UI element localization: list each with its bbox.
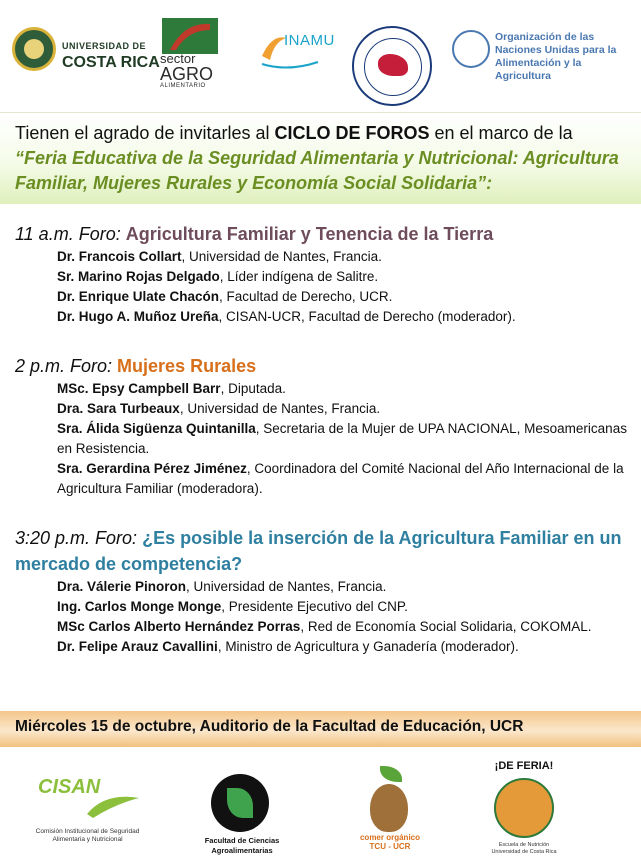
panelist-name: Dra. Válerie Pinoron — [57, 579, 187, 594]
panelist-role: , Presidente Ejecutivo del CNP. — [221, 599, 408, 614]
cisan-leaf-icon — [85, 790, 141, 820]
forum-1-title: Agricultura Familiar y Tenencia de la Tierra — [125, 224, 494, 244]
agro-line1: sector — [160, 51, 196, 66]
panelist-role: , Líder indígena de Salitre. — [219, 269, 379, 284]
panelist-name: Dr. Hugo A. Muñoz Ureña — [57, 309, 219, 324]
forum-2-heading — [15, 353, 630, 379]
forum-3-heading — [15, 525, 630, 577]
panelist-role: , Secretaria de la Mujer de UPA NACIONAL, Mesoamericanas en Resistencia. — [57, 421, 627, 456]
ucr-logo-text — [62, 37, 160, 71]
panelist-role: , Universidad de Nantes, Francia. — [181, 249, 382, 264]
forum-1-heading — [15, 221, 630, 247]
fca-logo — [205, 774, 285, 864]
panelist-name: Sra. Álida Sigüenza Quintanilla — [57, 421, 256, 436]
panelist — [57, 379, 630, 399]
panelist — [57, 459, 630, 499]
comer-leaf-icon — [380, 766, 402, 782]
cisan-logo — [30, 766, 145, 856]
de-feria-caption: Escuela de Nutrición Universidad de Costa Rica — [491, 842, 557, 856]
ucr-seal-logo — [12, 27, 56, 71]
panelist — [57, 267, 630, 287]
agro-line3: ALIMENTARIO — [160, 83, 206, 89]
forum-2-panelists — [57, 379, 630, 499]
bottom-logo-strip — [0, 756, 641, 866]
comer-organico-logo — [359, 764, 420, 864]
forum-3 — [15, 525, 630, 657]
comer-caption: comer orgánico TCU - UCR — [359, 833, 420, 851]
panelist-role: , Universidad de Nantes, Francia. — [186, 579, 387, 594]
forum-1 — [15, 221, 630, 327]
de-feria-logo — [488, 760, 560, 864]
panelist — [57, 399, 630, 419]
venue-band — [0, 711, 641, 747]
panelist — [57, 247, 630, 267]
panelist-name: Ing. Carlos Monge Monge — [57, 599, 222, 614]
intro-tail: en el marco de la — [429, 123, 573, 143]
intro-text — [15, 121, 626, 146]
panelist-name: MSc. Epsy Campbell Barr — [57, 381, 221, 396]
panelist-role: , Red de Economía Social Solidaria, COKOMAL. — [300, 619, 592, 634]
panelist — [57, 597, 630, 617]
panelist-role: , Ministro de Agricultura y Ganadería (moderador). — [217, 639, 519, 654]
forum-1-panelists — [57, 247, 630, 327]
forum-2-time: 2 p.m. Foro: — [15, 356, 113, 376]
panelist-role: , Facultad de Derecho, UCR. — [219, 289, 393, 304]
fao-logo-mark — [452, 30, 490, 68]
panelist — [57, 617, 630, 637]
panelist-name: Dr. Felipe Arauz Cavallini — [57, 639, 218, 654]
fca-leaf-icon — [211, 774, 269, 832]
sector-agro-logo-mark — [160, 16, 220, 56]
panelist — [57, 307, 630, 327]
forum-3-time: 3:20 p.m. Foro: — [15, 528, 138, 548]
panelist — [57, 637, 630, 657]
cisan-wordmark: CISAN — [38, 776, 101, 798]
fca-caption: Facultad de Ciencias Agroalimentarias — [204, 836, 280, 855]
forum-3-title: ¿Es posible la inserción de la Agricultura Familiar en un mercado de competencia? — [15, 528, 622, 574]
panelist — [57, 419, 630, 459]
ucr-line1: UNIVERSIDAD DE — [62, 41, 147, 51]
intro-cycle: CICLO DE FOROS — [274, 123, 430, 143]
de-feria-title: ¡DE FERIA! — [494, 760, 554, 772]
feria-title: “Feria Educativa de la Seguridad Alimentaria y Nutricional: Agricultura Familiar, Mujeres Rurales y Economía Social Solidaria”: — [15, 148, 619, 193]
panelist-role: , Diputada. — [220, 381, 286, 396]
sector-agro-logo-text — [160, 52, 213, 89]
venue-text: Miércoles 15 de octubre, Auditorio de la Facultad de Educación, UCR — [15, 718, 524, 735]
panelist-name: Sra. Gerardina Pérez Jiménez — [57, 461, 247, 476]
ucr-line2: COSTA RICA — [62, 54, 160, 71]
intro-band — [0, 112, 641, 204]
panelist-role: , CISAN-UCR, Facultad de Derecho (moderador). — [218, 309, 516, 324]
agro-line2: AGRO — [160, 64, 214, 84]
panelist-name: Dr. Francois Collart — [57, 249, 182, 264]
cisan-caption: Comisión Institucional de Seguridad Alimentaria y Nutricional — [35, 828, 140, 844]
panelist-name: MSc Carlos Alberto Hernández Porras — [57, 619, 301, 634]
panelist-role: , Universidad de Nantes, Francia. — [179, 401, 381, 416]
fao-logo-text: Organización de las Naciones Unidas para la Alimentación y la Agricultura — [495, 31, 617, 83]
forum-1-time: 11 a.m. Foro: — [15, 224, 121, 244]
panelist — [57, 577, 630, 597]
intro-lead: Tienen el agrado de invitarles al — [15, 123, 275, 143]
forum-2 — [15, 353, 630, 499]
top-logo-strip — [0, 0, 641, 112]
forum-2-title: Mujeres Rurales — [117, 356, 257, 376]
de-feria-illustration — [494, 778, 554, 838]
ministerio-salud-seal — [352, 26, 432, 106]
forum-3-panelists — [57, 577, 630, 657]
inamu-logo-text: INAMU — [284, 32, 335, 49]
panelist-name: Dra. Sara Turbeaux — [57, 401, 180, 416]
comer-seed-icon — [370, 784, 408, 832]
panelist — [57, 287, 630, 307]
panelist-role: , Coordinadora del Comité Nacional del Año Internacional de la Agricultura Familiar (moderadora). — [57, 461, 624, 496]
panelist-name: Sr. Marino Rojas Delgado — [57, 269, 220, 284]
panelist-name: Dr. Enrique Ulate Chacón — [57, 289, 220, 304]
